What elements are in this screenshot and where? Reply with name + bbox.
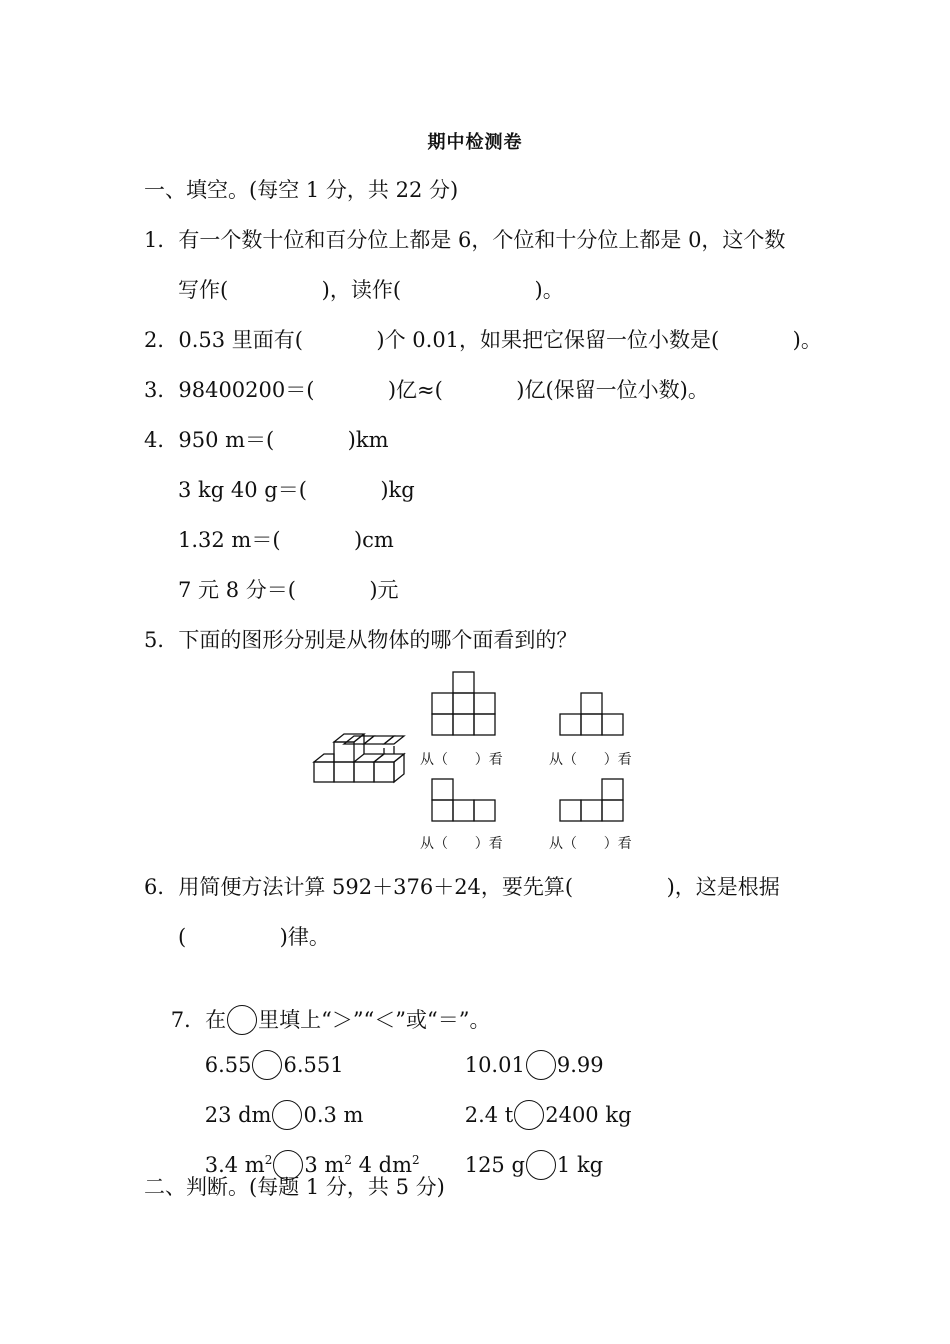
page-title: 期中检测卷 <box>427 132 523 153</box>
view-bottom-right <box>560 779 623 821</box>
question-6-line-1: 6．用简便方法计算 592＋376＋24，要先算( )，这是根据 <box>144 875 780 899</box>
question-3: 3．98400200＝( )亿≈( )亿(保留一位小数)。 <box>144 378 709 402</box>
section-1-heading: 一、填空。(每空 1 分，共 22 分) <box>144 178 459 202</box>
compare-left: 10.01 <box>464 1053 525 1077</box>
question-7-prefix: 7．在 <box>170 1008 227 1032</box>
compare-left: 6.55 <box>204 1053 252 1077</box>
cube-stack-drawing <box>314 734 404 782</box>
compare-item-6 <box>438 1123 603 1210</box>
question-4-d: 7 元 8 分＝( )元 <box>178 578 399 602</box>
view-top-right <box>560 693 623 735</box>
question-1-line-1: 1．有一个数十位和百分位上都是 6，个位和十分位上都是 0，这个数 <box>144 228 786 252</box>
compare-left: 2.4 t <box>464 1103 514 1127</box>
view-bottom-left <box>432 779 495 821</box>
compare-right-mid: 4 dm <box>351 1153 413 1177</box>
compare-right: 6.551 <box>283 1053 344 1077</box>
question-4-a: 4．950 m＝( )km <box>144 428 389 452</box>
answer-circle-icon[interactable] <box>526 1150 556 1180</box>
superscript: 2 <box>344 1153 352 1167</box>
superscript: 2 <box>412 1153 420 1167</box>
compare-right: 9.99 <box>556 1053 604 1077</box>
compare-right: 3 m <box>304 1153 345 1177</box>
question-6-line-2: ( )律。 <box>178 925 330 949</box>
compare-left: 3.4 m <box>204 1153 265 1177</box>
question-4-b: 3 kg 40 g＝( )kg <box>178 478 415 502</box>
question-1-line-2: 写作( )，读作( )。 <box>178 278 564 302</box>
view-caption-1: 从（ ）看 <box>420 752 503 768</box>
view-top-left <box>432 672 495 735</box>
view-caption-2: 从（ ）看 <box>549 752 632 768</box>
compare-right: 0.3 m <box>303 1103 364 1127</box>
compare-right: 1 kg <box>556 1153 604 1177</box>
question-7-suffix: 里填上“＞”“＜”或“＝”。 <box>258 1008 491 1032</box>
question-2: 2．0.53 里面有( )个 0.01，如果把它保留一位小数是( )。 <box>144 328 822 352</box>
compare-left: 125 g <box>464 1153 525 1177</box>
compare-left: 23 dm <box>204 1103 272 1127</box>
question-4-c: 1.32 m＝( )cm <box>178 528 394 552</box>
superscript: 2 <box>264 1153 273 1167</box>
compare-right: 2400 kg <box>545 1103 632 1127</box>
view-caption-4: 从（ ）看 <box>549 836 632 852</box>
view-caption-3: 从（ ）看 <box>420 836 503 852</box>
question-5: 5．下面的图形分别是从物体的哪个面看到的？ <box>144 628 578 652</box>
section-2-heading: 二、判断。(每题 1 分，共 5 分) <box>144 1175 445 1199</box>
